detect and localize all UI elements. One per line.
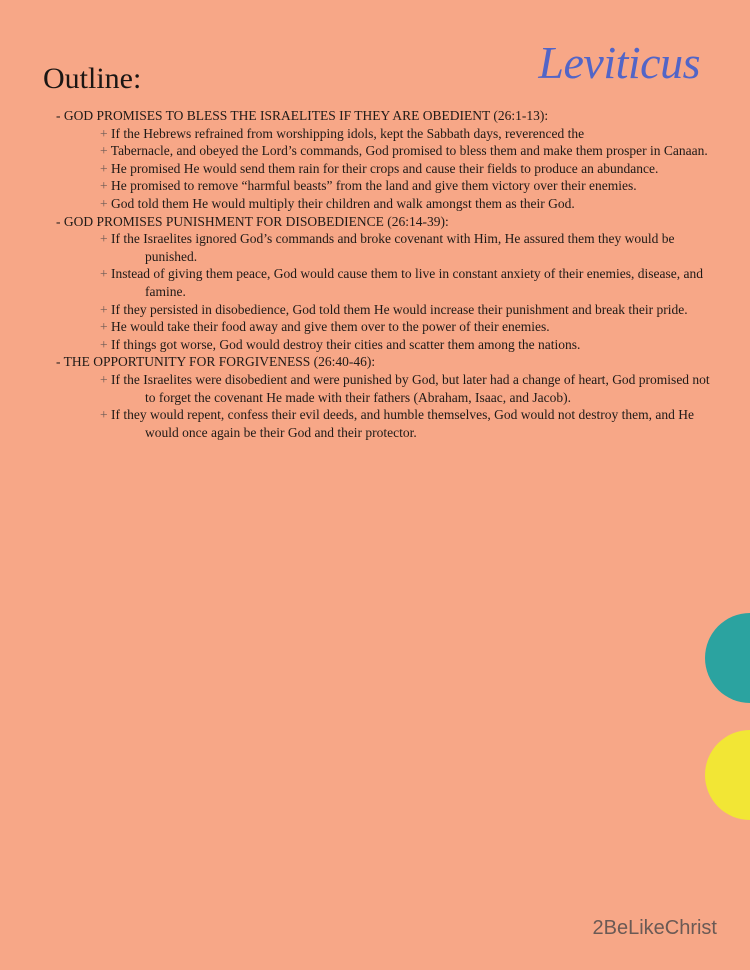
point-text: He promised He would send them rain for their crops and cause their fields to produce an abundance. [111, 160, 659, 176]
list-item [56, 195, 716, 213]
plus-bullet-icon: + [100, 195, 108, 211]
list-item [56, 301, 716, 319]
yellow-decorative-circle [705, 730, 750, 820]
list-item [56, 177, 716, 195]
list-item [56, 265, 716, 300]
list-item [56, 406, 716, 441]
plus-bullet-icon: + [100, 319, 108, 335]
list-item [56, 160, 716, 178]
list-item [56, 125, 716, 143]
plus-bullet-icon: + [100, 407, 108, 423]
point-list [56, 230, 716, 353]
point-list [56, 125, 716, 213]
outline-heading: Outline: [43, 62, 142, 95]
section-heading: - GOD PROMISES PUNISHMENT FOR DISOBEDIENCE (26:14-39): [56, 213, 449, 229]
point-text: If the Hebrews refrained from worshipping idols, kept the Sabbath days, reverenced the [111, 125, 585, 141]
teal-decorative-circle [705, 613, 750, 703]
plus-bullet-icon: + [100, 336, 108, 352]
section-forgiveness [56, 353, 716, 441]
list-item [56, 371, 716, 406]
plus-bullet-icon: + [100, 178, 108, 194]
point-text: He would take their food away and give them over to the power of their enemies. [111, 319, 550, 335]
plus-bullet-icon: + [100, 160, 108, 176]
plus-bullet-icon: + [100, 371, 108, 387]
section-heading: - GOD PROMISES TO BLESS THE ISRAELITES IF THEY ARE OBEDIENT (26:1-13): [56, 108, 549, 123]
point-text: If the Israelites were disobedient and were punished by God, but later had a change of heart, God promised not to forget the covenant He made with their fathers (Abraham, Isaac, and Jacob). [111, 371, 710, 405]
footer-brand: 2BeLikeChrist [592, 917, 717, 939]
book-title: Leviticus [538, 37, 700, 88]
plus-bullet-icon: + [100, 125, 108, 141]
point-text: If they would repent, confess their evil deeds, and humble themselves, God would not destroy them, and He would once again be their God and their protector. [111, 407, 694, 440]
list-item [56, 336, 716, 354]
point-list [56, 371, 716, 441]
point-text: If they persisted in disobedience, God told them He would increase their punishment and break their pride. [111, 301, 688, 317]
point-text: He promised to remove “harmful beasts” from the land and give them victory over their enemies. [111, 178, 637, 194]
section-disobedience-punishment [56, 213, 716, 354]
plus-bullet-icon: + [100, 266, 108, 282]
point-text: If things got worse, God would destroy their cities and scatter them among the nations. [111, 336, 581, 352]
plus-bullet-icon: + [100, 231, 108, 247]
plus-bullet-icon: + [100, 143, 108, 159]
list-item [56, 318, 716, 336]
point-text: Instead of giving them peace, God would cause them to live in constant anxiety of their enemies, disease, and famine. [111, 266, 703, 299]
point-text: If the Israelites ignored God’s commands and broke covenant with Him, He assured them they would be punished. [111, 231, 675, 264]
section-obedience-blessings [56, 107, 716, 213]
section-heading: - THE OPPORTUNITY FOR FORGIVENESS (26:40-46): [56, 354, 376, 370]
list-item [56, 142, 716, 160]
point-text: God told them He would multiply their children and walk amongst them as their God. [111, 195, 575, 211]
point-text: Tabernacle, and obeyed the Lord’s commands, God promised to bless them and make them prosper in Canaan. [110, 143, 708, 159]
plus-bullet-icon: + [100, 301, 108, 317]
list-item [56, 230, 716, 265]
outline-content [56, 107, 716, 441]
